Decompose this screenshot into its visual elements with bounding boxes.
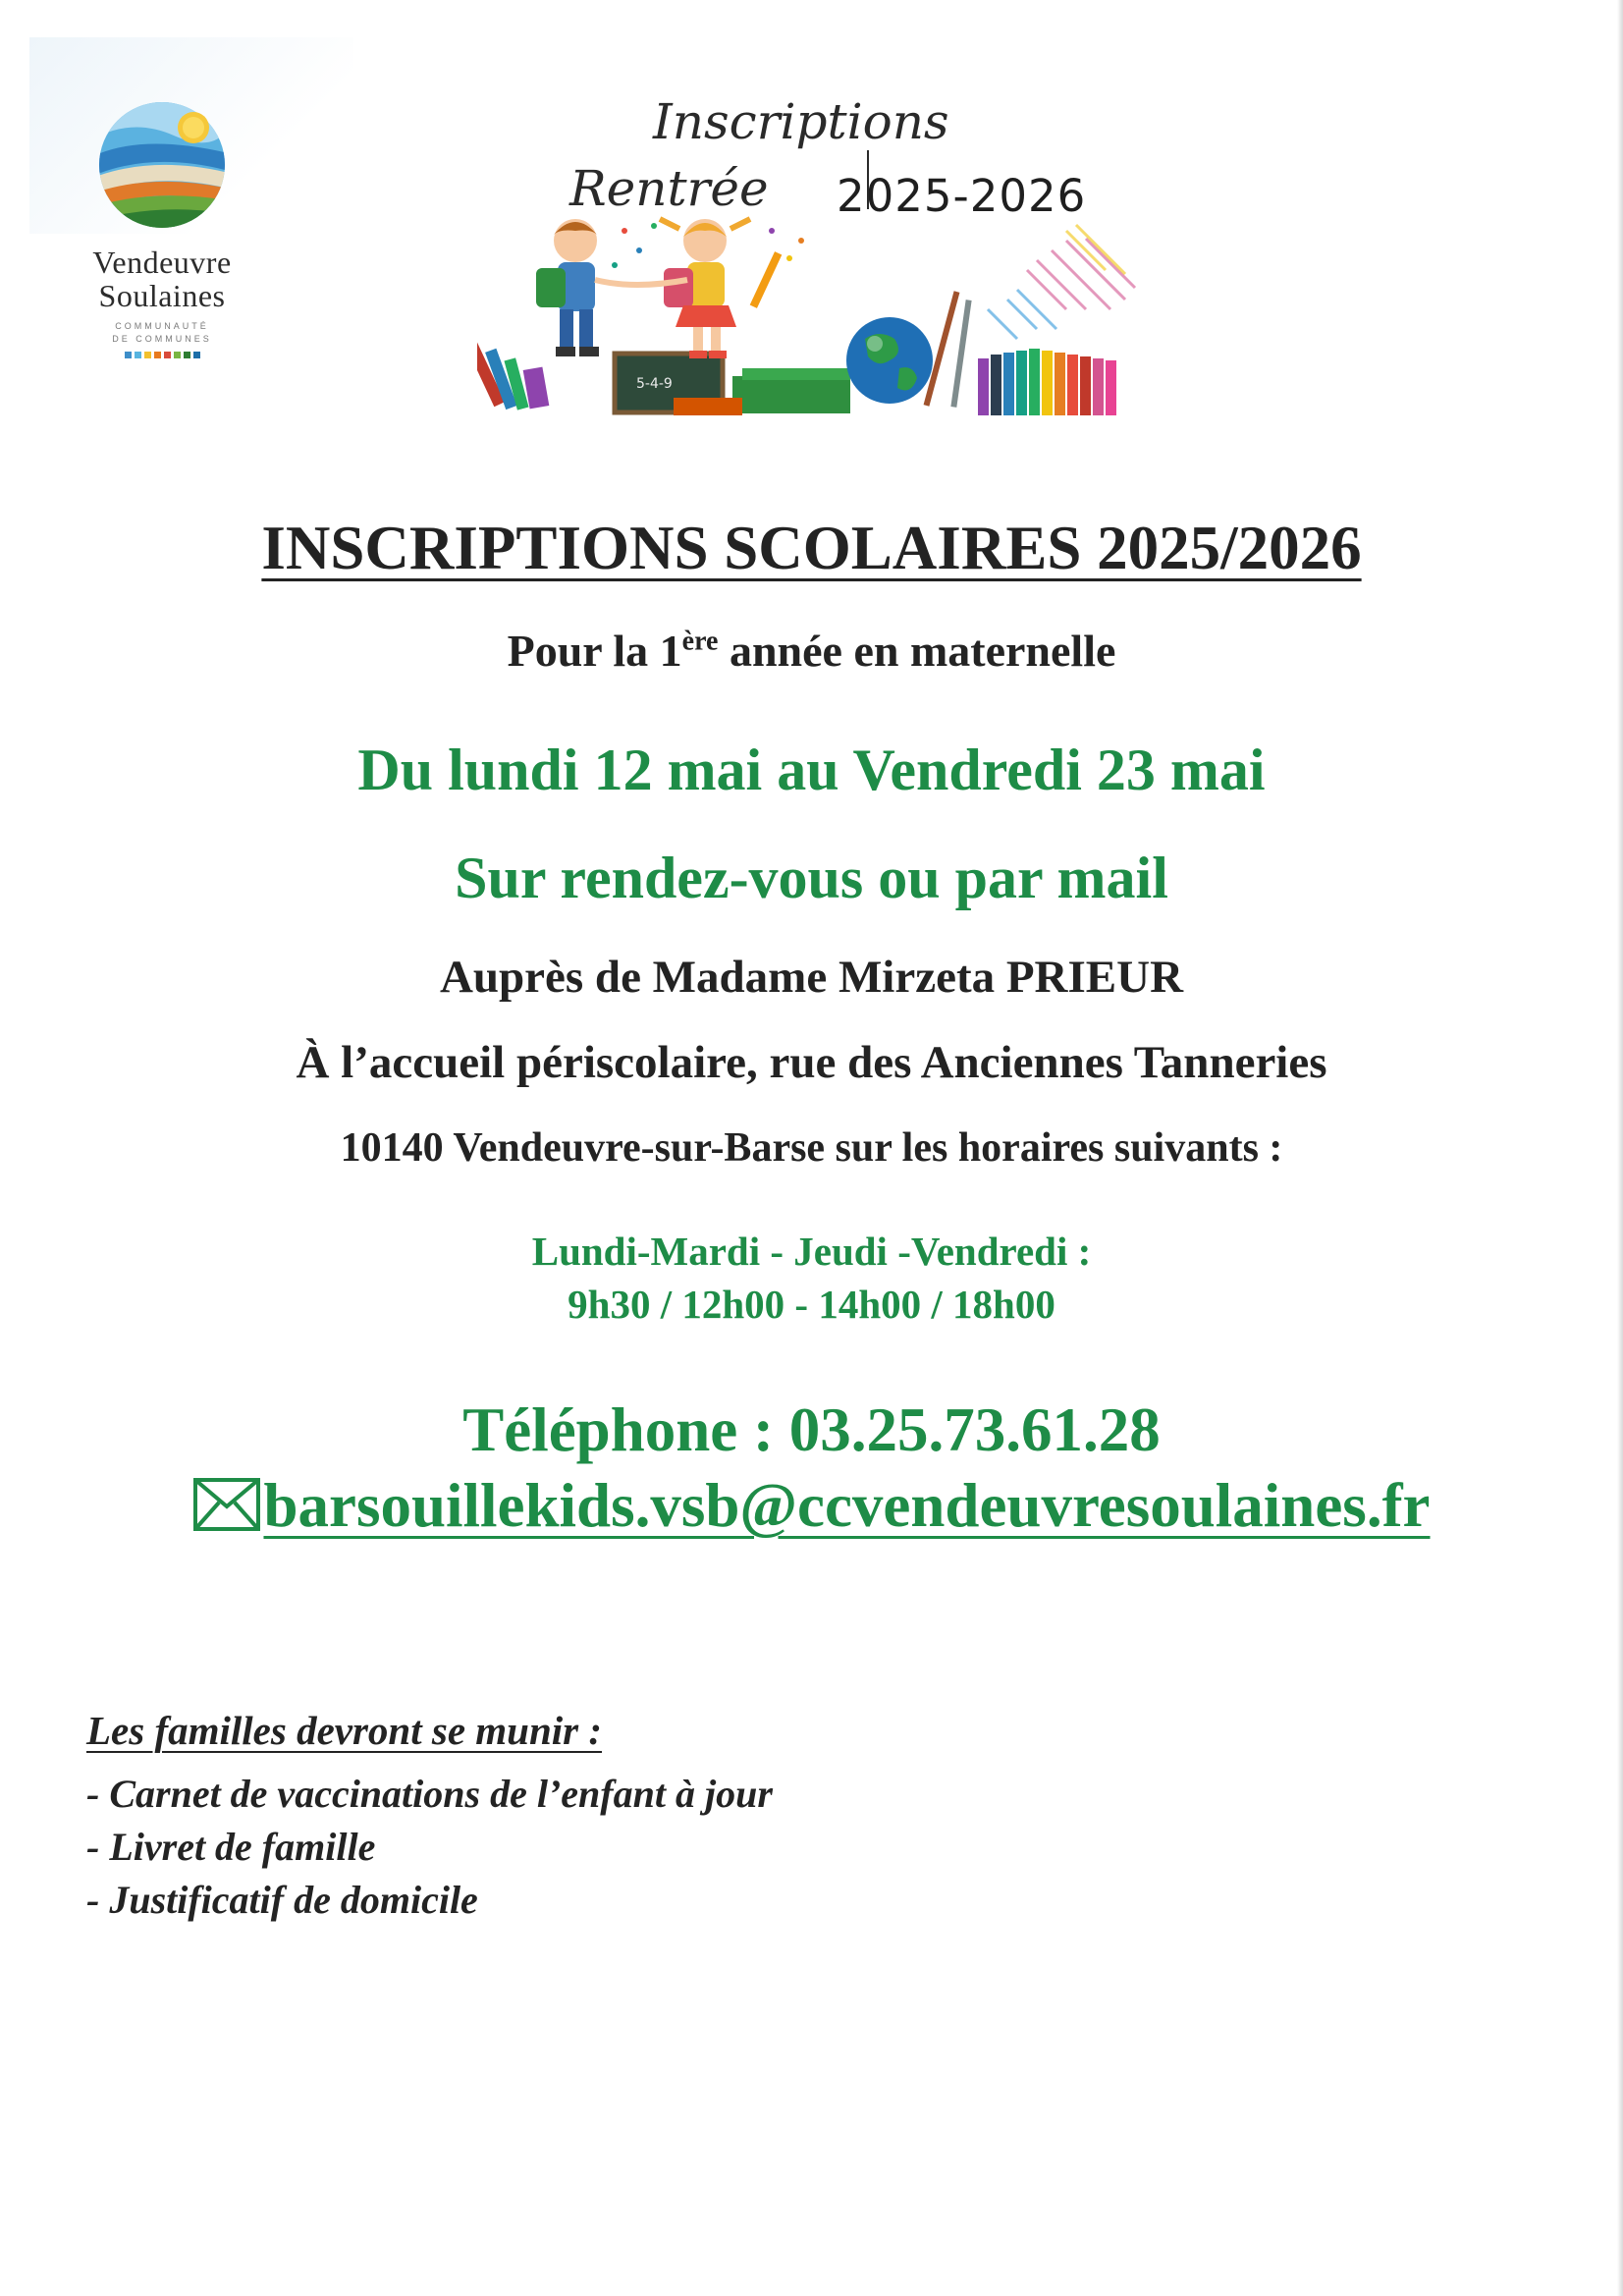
school-illustration-icon: [477, 211, 1145, 419]
logo-name-line2: Soulaines: [98, 278, 226, 313]
location: À l’accueil périscolaire, rue des Anciennes Tanneries: [296, 1037, 1327, 1088]
subtitle-text-end: année en maternelle: [718, 626, 1116, 676]
logo-color-dot: [144, 352, 151, 358]
header-banner: [471, 93, 1159, 427]
email-row: [0, 1470, 1623, 1542]
registration-mode: Sur rendez-vous ou par mail: [455, 846, 1168, 910]
logo-color-dot: [174, 352, 181, 358]
logo-name-line1: Vendeuvre: [92, 245, 232, 280]
email-address: barsouillekids.vsb@ccvendeuvresoulaines.fr: [263, 1471, 1431, 1540]
logo-color-dot: [125, 352, 132, 358]
logo-emblem-icon: [95, 98, 229, 232]
list-item: - Justificatif de domicile: [86, 1878, 478, 1922]
logo-sub-line1: COMMUNAUTÉ: [115, 321, 209, 331]
community-logo: [59, 98, 265, 358]
page-title: INSCRIPTIONS SCOLAIRES 2025/2026: [261, 514, 1362, 582]
subtitle: [0, 625, 1623, 677]
logo-color-dot: [184, 352, 190, 358]
documents-heading: Les familles devront se munir :: [86, 1708, 603, 1753]
banner-year: 2025-2026: [837, 170, 1087, 222]
list-item: - Carnet de vaccinations de l’enfant à jour: [86, 1772, 773, 1816]
banner-line1: Inscriptions: [653, 93, 949, 150]
envelope-icon: [192, 1477, 261, 1532]
banner-line2: Rentrée: [569, 160, 769, 217]
chalkboard-text: 5-4-9: [636, 376, 673, 392]
contact-person: Auprès de Madame Mirzeta PRIEUR: [439, 952, 1184, 1003]
logo-color-dots: [59, 352, 265, 358]
logo-color-dot: [154, 352, 161, 358]
registration-dates: Du lundi 12 mai au Vendredi 23 mai: [357, 738, 1266, 802]
schedule-hours: 9h30 / 12h00 - 14h00 / 18h00: [568, 1282, 1055, 1327]
documents-list: [86, 1707, 773, 1927]
logo-color-dot: [193, 352, 200, 358]
email-link[interactable]: [192, 1471, 1430, 1540]
city-address: 10140 Vendeuvre-sur-Barse sur les horaires suivants :: [340, 1125, 1283, 1171]
logo-color-dot: [164, 352, 171, 358]
logo-color-dot: [135, 352, 141, 358]
logo-sub-line2: DE COMMUNES: [112, 334, 212, 344]
list-item: - Livret de famille: [86, 1825, 376, 1869]
subtitle-superscript: ère: [681, 626, 719, 657]
phone-number: Téléphone : 03.25.73.61.28: [462, 1395, 1161, 1464]
schedule-days: Lundi-Mardi - Jeudi -Vendredi :: [531, 1229, 1092, 1274]
subtitle-text: Pour la 1: [507, 626, 682, 676]
